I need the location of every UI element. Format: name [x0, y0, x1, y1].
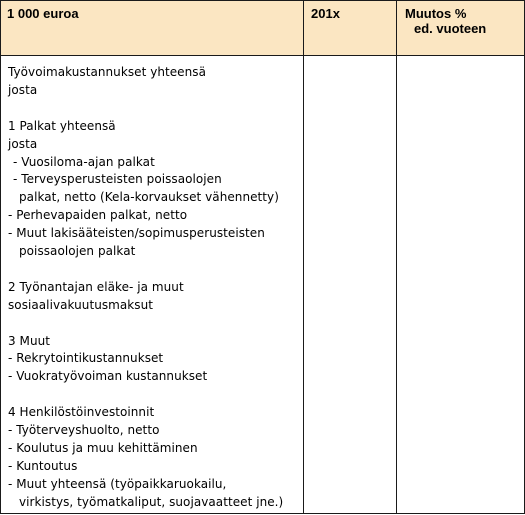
cost-items-cell [1, 56, 304, 514]
header-unit: 1 000 euroa [1, 1, 304, 56]
spacer [8, 261, 299, 279]
change-value-cell[interactable] [397, 56, 525, 514]
header-row [1, 1, 525, 56]
spacer [8, 315, 299, 333]
line-wages-total: 1 Palkat yhteensä [8, 118, 116, 133]
line-family-leave: - Perhevapaiden palkat, netto [8, 208, 188, 223]
table-row [1, 56, 525, 514]
line-other-absences-cont: poissaolojen palkat [19, 244, 136, 259]
header-change-line1: Muutos % [405, 6, 467, 21]
spacer [8, 100, 299, 118]
header-change-line2: ed. vuoteen [414, 21, 487, 36]
line-sick-leave: - Terveysperusteisten poissaolojen [13, 172, 222, 187]
line-other-total: - Muut yhteensä (työpaikkaruokailu, [8, 476, 227, 491]
line-other-total-cont: virkistys, työmatkaliput, suojavaatteet jne.) [19, 494, 284, 509]
line-other: 3 Muut [8, 333, 51, 348]
header-year: 201x [304, 1, 397, 56]
line-training: - Koulutus ja muu kehittäminen [8, 440, 198, 455]
table-body [1, 56, 525, 514]
line-social-insurance: sosiaalivakuutusmaksut [8, 297, 154, 312]
line-recruitment: - Rekrytointikustannukset [8, 351, 164, 366]
line-temp-labour: - Vuokratyövoiman kustannukset [8, 369, 208, 384]
line-personnel-investments: 4 Henkilöstöinvestoinnit [8, 405, 155, 420]
line-josta-1: josta [8, 82, 38, 97]
table-header [1, 1, 525, 56]
line-total: Työvoimakustannukset yhteensä [8, 65, 206, 79]
line-sick-leave-cont: palkat, netto (Kela-korvaukset vähennetty) [19, 190, 279, 205]
line-employer-pension: 2 Työnantajan eläke- ja muut [8, 279, 184, 294]
line-holiday-pay: - Vuosiloma-ajan palkat [13, 154, 155, 169]
line-josta-2: josta [8, 136, 38, 151]
header-change-percent [397, 1, 525, 56]
year-value-cell[interactable] [304, 56, 397, 514]
line-occupational-health: - Työterveyshuolto, netto [8, 423, 160, 438]
line-other-absences: - Muut lakisääteisten/sopimusperusteisten [8, 226, 265, 241]
line-rehabilitation: - Kuntoutus [8, 458, 78, 473]
spacer [8, 386, 299, 404]
